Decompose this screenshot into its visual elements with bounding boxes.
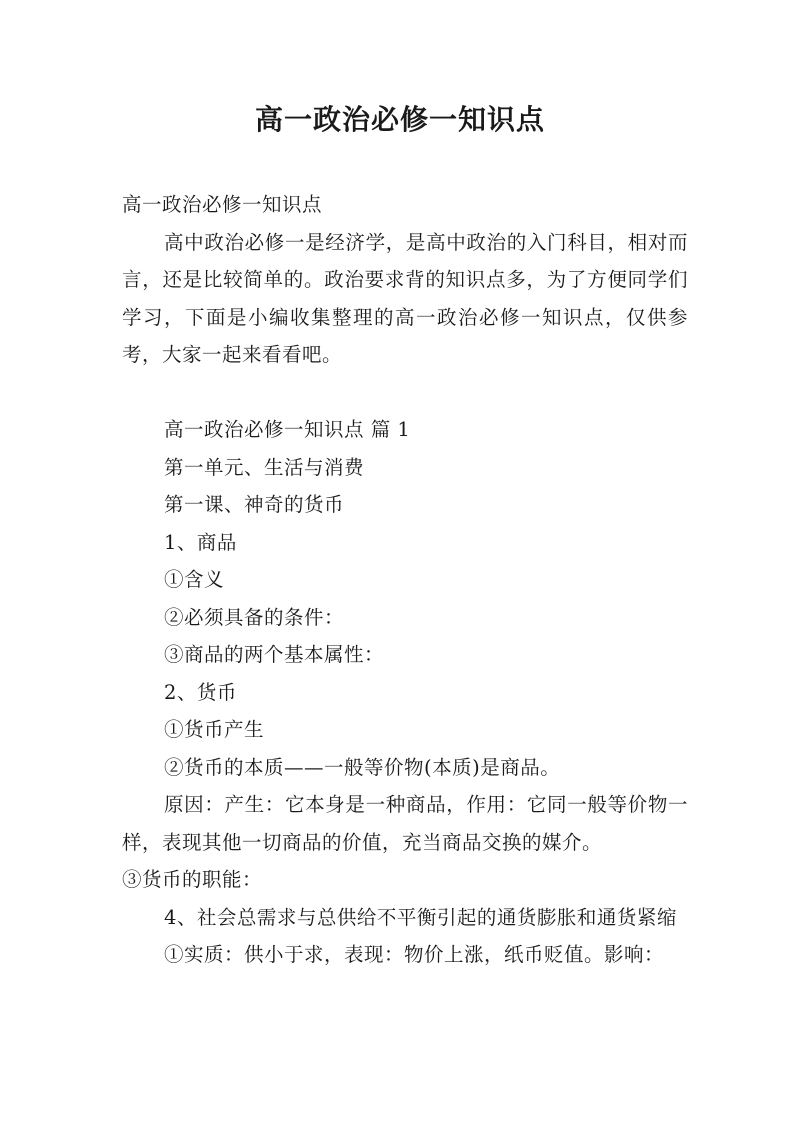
body-paragraph: 原因：产生：它本身是一种商品，作用：它同一般等价物一样，表现其他一切商品的价值，充当商品交换的媒介。: [122, 793, 688, 854]
body-paragraph: 4、社会总需求与总供给不平衡引起的通货膨胀和通货紧缩: [164, 905, 677, 929]
document-body: [122, 186, 688, 974]
body-paragraph: ①实质：供小于求，表现：物价上涨，纸币贬值。影响：: [164, 943, 665, 966]
list-item: 1、商品: [164, 530, 237, 554]
list-item: ①货币产生: [164, 718, 265, 741]
intro-paragraph: 高中政治必修一是经济学，是高中政治的入门科目，相对而言，还是比较简单的。政治要求背的知识点多，为了方便同学们学习，下面是小编收集整理的高一政治必修一知识点，仅供参考，大家一起来看看吧。: [122, 230, 688, 366]
list-item: ②必须具备的条件：: [164, 605, 345, 629]
list-item: ②货币的本质——一般等价物(本质)是商品。: [164, 755, 561, 779]
list-item: ①含义: [164, 568, 225, 591]
paragraph-spacer: [122, 374, 688, 412]
unit-heading: 第一单元、生活与消费: [164, 455, 365, 479]
list-item: 2、货币: [164, 680, 237, 704]
list-item: ③货币的职能：: [122, 868, 263, 891]
section-heading: 高一政治必修一知识点: [122, 193, 323, 216]
document-title: 高一政治必修一知识点: [254, 103, 545, 136]
list-item: ③商品的两个基本属性：: [164, 643, 385, 666]
lesson-heading: 第一课、神奇的货币: [164, 493, 345, 516]
part-heading: 高一政治必修一知识点 篇 1: [164, 418, 411, 441]
